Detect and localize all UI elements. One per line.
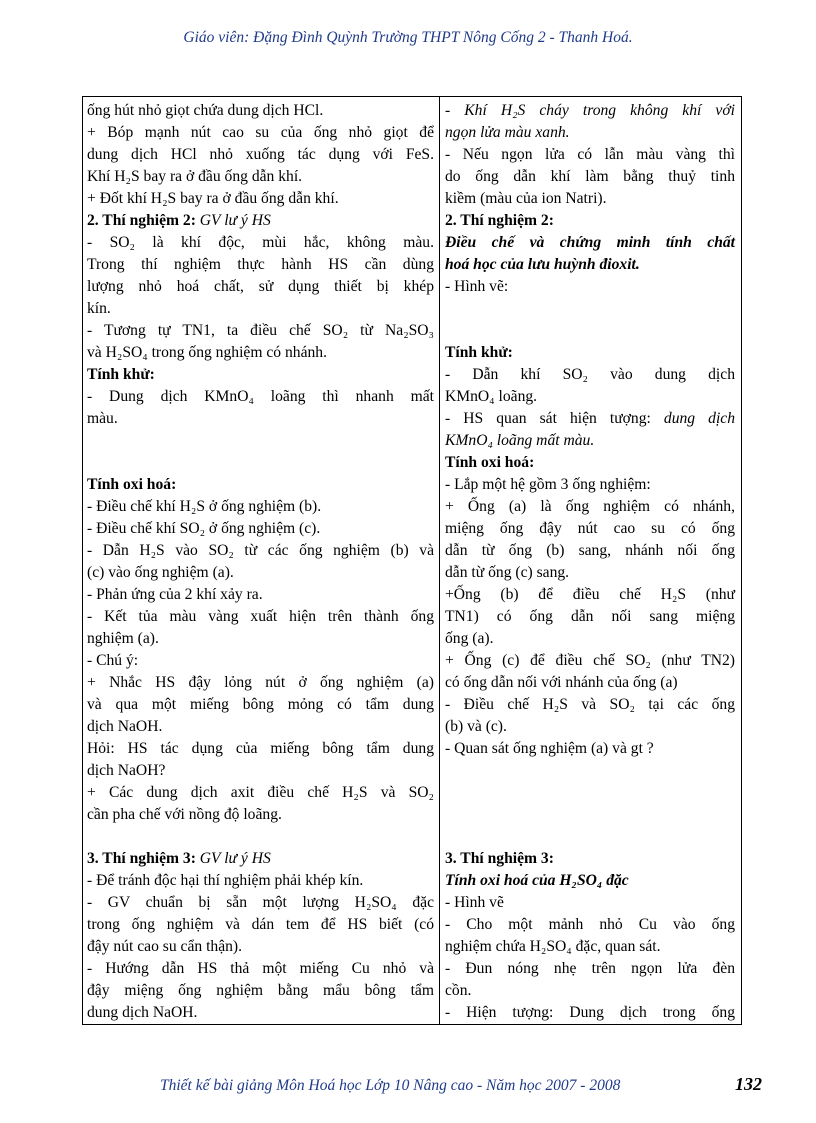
line-text: - Tương tự TN1, ta điều chế SO₂ từ Na₂SO₃ [87,322,434,339]
line-text: Khí H₂S bay ra ở đầu ống dẫn khí. [87,168,303,185]
line-text-emphasis: dung dịch [650,410,735,427]
text-line [87,870,434,892]
line-text: (b) và (c). [445,718,507,735]
text-line [87,848,434,870]
line-text: màu. [87,410,118,427]
text-line [87,628,434,650]
text-line [87,540,434,562]
text-line [445,782,735,804]
text-line [445,870,735,892]
text-line [445,826,735,848]
line-text: - Chú ý: [87,652,139,669]
text-line [445,738,735,760]
line-text: - Nếu ngọn lửa có lẫn màu vàng thì [445,146,735,163]
text-line [445,188,735,210]
line-text: - Điều chế H₂S và SO₂ tại các ống [445,696,735,713]
page-footer: Thiết kế bài giảng Môn Hoá học Lớp 10 Nâng cao - Năm học 2007 - 2008 [160,1077,621,1094]
text-line [445,716,735,738]
text-line [445,276,735,298]
line-text: - Cho một mảnh nhỏ Cu vào ống [445,916,735,933]
text-line [87,606,434,628]
line-text: - Dung dịch KMnO₄ loãng thì nhanh mất [87,388,434,405]
text-line [87,430,434,452]
text-line [87,232,434,254]
line-text: nghiệm (a). [87,630,159,647]
text-line [87,408,434,430]
line-text: nghiệm chứa H₂SO₄ đặc, quan sát. [445,938,661,955]
line-text: Tính oxi hoá của H₂SO₄ đặc [445,872,629,889]
text-line [87,738,434,760]
line-text: Tính khử: [445,344,513,361]
line-text: - Hiện tượng: Dung dịch trong ống [445,1004,735,1021]
text-line [87,188,434,210]
line-text: ống hút nhỏ giọt chứa dung dịch HCl. [87,102,324,119]
line-text: đậy miệng ống nghiệm bằng mẩu bông tẩm [87,982,434,999]
text-line [445,980,735,1002]
text-line [87,452,434,474]
line-text: - Để tránh độc hại thí nghiệm phải khép kín. [87,872,364,889]
page-number: 132 [735,1074,762,1094]
line-text: + Đốt khí H₂S bay ra ở đầu ống dẫn khí. [87,190,339,207]
text-line [445,628,735,650]
text-line [87,760,434,782]
text-line [445,958,735,980]
text-line [445,672,735,694]
text-line [445,364,735,386]
line-text: TN1) có ống dẫn nối sang miệng [445,608,735,625]
text-line [445,936,735,958]
line-text: + Các dung dịch axit điều chế H₂S và SO₂ [87,784,434,801]
text-line [87,342,434,364]
text-line [445,232,735,254]
lesson-table [82,96,742,1025]
line-text: kiềm (màu của ion Natri). [445,190,607,207]
text-line [87,650,434,672]
text-line [445,166,735,188]
line-text: + Nhắc HS đậy lỏng nút ở ống nghiệm (a) [87,674,434,691]
line-text: kín. [87,300,111,317]
text-line [87,694,434,716]
line-text: dịch NaOH? [87,762,166,779]
line-text: 2. Thí nghiệm 2: [445,212,554,229]
text-line [445,122,735,144]
line-text: - Hướng dẫn HS thả một miếng Cu nhỏ và [87,960,434,977]
line-text: đậy nút cao su cẩn thận). [87,938,243,955]
text-line [445,650,735,672]
text-line [445,540,735,562]
line-text: + Ống (c) để điều chế SO₂ (như TN2) [445,652,735,669]
line-text: trong ống nghiệm và dán tem để HS biết (có [87,916,434,933]
text-line [87,782,434,804]
line-text: - Khí H₂S cháy trong không khí với [445,102,735,119]
text-line [445,452,735,474]
student-activity-column [445,100,735,1024]
line-text: Tính oxi hoá: [445,454,535,471]
column-divider [439,97,440,1024]
line-text: (c) vào ống nghiệm (a). [87,564,234,581]
line-text: - Hình vẽ [445,894,504,911]
text-line [445,254,735,276]
text-line [445,496,735,518]
line-text: Hỏi: HS tác dụng của miếng bông tẩm dung [87,740,434,757]
line-text: - Kết tủa màu vàng xuất hiện trên thành ống [87,608,434,625]
line-text: 3. Thí nghiệm 3: [445,850,554,867]
text-line [445,430,735,452]
text-line [445,606,735,628]
text-line [445,408,735,430]
text-line [87,672,434,694]
teacher-activity-column [87,100,434,1024]
line-text: và qua một miếng bông mỏng có tẩm dung [87,696,434,713]
text-line [445,298,735,320]
text-line [87,562,434,584]
line-text: - SO₂ là khí độc, mùi hắc, không màu. [87,234,434,251]
line-text: + Ống (a) là ống nghiệm có nhánh, [445,498,735,515]
line-text: dẫn từ ống (c) sang. [445,564,570,581]
line-text: - Quan sát ống nghiệm (a) và gt ? [445,740,654,757]
line-text: dẫn từ ống (b) sang, nhánh nối ống [445,542,735,559]
text-line [87,122,434,144]
line-text: và H₂SO₄ trong ống nghiệm có nhánh. [87,344,327,361]
line-text: 3. Thí nghiệm 3: [87,850,196,867]
text-line [87,496,434,518]
text-line [445,1002,735,1024]
text-line [445,518,735,540]
line-text: Điều chế và chứng minh tính chất [445,234,735,251]
text-line [445,210,735,232]
line-text: dung dịch NaOH. [87,1004,198,1021]
line-text: có ống dẫn nối với nhánh của ống (a) [445,674,678,691]
text-line [87,936,434,958]
line-text: ngọn lửa màu xanh. [445,124,570,141]
text-line [445,386,735,408]
text-line [87,386,434,408]
line-text-emphasis: GV lư ý HS [195,850,271,867]
line-text: +Ống (b) để điều chế H₂S (như [445,586,735,603]
line-text: - GV chuẩn bị sẵn một lượng H₂SO₄ đặc [87,894,434,911]
text-line [445,694,735,716]
line-text: Trong thí nghiệm thực hành HS cần dùng [87,256,434,273]
line-text: dung dịch HCl nhỏ xuống tác dụng với FeS. [87,146,434,163]
text-line [87,474,434,496]
text-line [87,320,434,342]
line-text: 2. Thí nghiệm 2: [87,212,196,229]
line-text: miệng ống đậy nút cao su có ống [445,520,735,537]
text-line [445,584,735,606]
line-text: KMnO₄ loãng. [445,388,538,405]
text-line [87,584,434,606]
line-text: dịch NaOH. [87,718,163,735]
text-line [87,716,434,738]
text-line [87,298,434,320]
line-text: ống (a). [445,630,494,647]
line-text: - Dẫn H₂S vào SO₂ từ các ống nghiệm (b) và [87,542,434,559]
line-text: KMnO₄ loãng mất màu. [445,432,595,449]
text-line [445,914,735,936]
line-text: hoá học của lưu huỳnh đioxit. [445,256,640,273]
text-line [445,804,735,826]
line-text: - Đun nóng nhẹ trên ngọn lửa đèn [445,960,735,977]
line-text: cồn. [445,982,472,999]
line-text: Tính khử: [87,366,155,383]
text-line [87,276,434,298]
text-line [87,210,434,232]
line-text: - Dẫn khí SO₂ vào dung dịch [445,366,735,383]
text-line [87,914,434,936]
text-line [87,980,434,1002]
text-line [87,364,434,386]
text-line [87,892,434,914]
line-text: - HS quan sát hiện tượng: [445,410,651,427]
text-line [87,166,434,188]
line-text: - Hình vẽ: [445,278,509,295]
text-line [445,848,735,870]
text-line [445,760,735,782]
line-text: do ống dẫn khí làm bằng thuỷ tinh [445,168,735,185]
text-line [445,144,735,166]
line-text-emphasis: GV lư ý HS [195,212,271,229]
page-header: Giáo viên: Đặng Đình Quỳnh Trường THPT Nông Cống 2 - Thanh Hoá. [183,29,633,46]
line-text: - Phản ứng của 2 khí xảy ra. [87,586,263,603]
text-line [445,562,735,584]
line-text: + Bóp mạnh nút cao su của ống nhỏ giọt để [87,124,434,141]
text-line [87,518,434,540]
text-line [87,804,434,826]
line-text: - Điều chế khí SO₂ ở ống nghiệm (c). [87,520,321,537]
text-line [445,342,735,364]
line-text: cần pha chế với nồng độ loãng. [87,806,282,823]
text-line [445,474,735,496]
line-text: Tính oxi hoá: [87,476,177,493]
text-line [445,892,735,914]
text-line [445,320,735,342]
text-line [445,100,735,122]
line-text: lượng nhỏ hoá chất, sử dụng thiết bị khép [87,278,434,295]
text-line [87,1002,434,1024]
text-line [87,826,434,848]
text-line [87,144,434,166]
line-text: - Lắp một hệ gồm 3 ống nghiệm: [445,476,651,493]
line-text: - Điều chế khí H₂S ở ống nghiệm (b). [87,498,322,515]
text-line [87,254,434,276]
text-line [87,958,434,980]
text-line [87,100,434,122]
